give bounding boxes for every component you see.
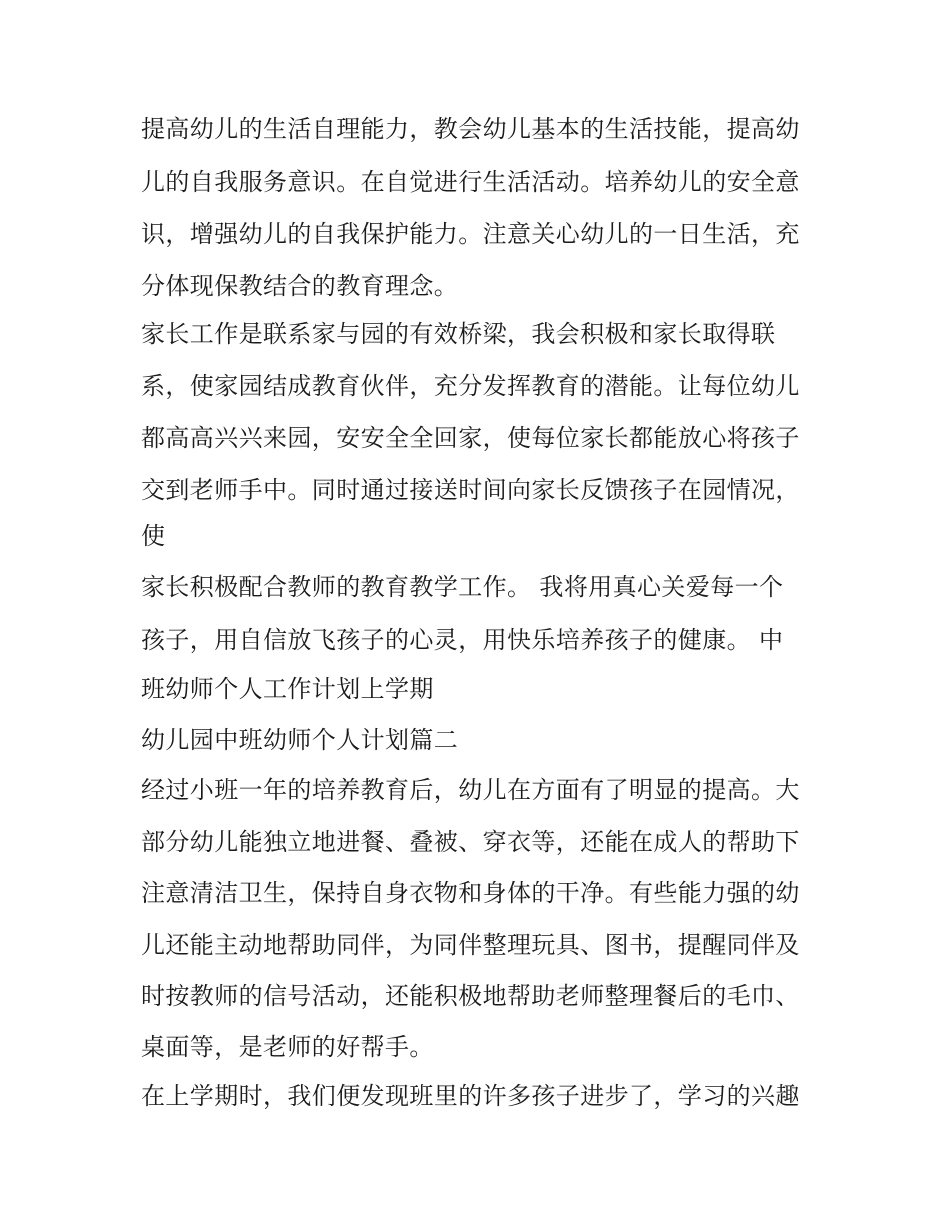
text-line: 提高幼儿的生活自理能力，教会幼儿基本的生活技能，提高幼 — [141, 115, 800, 143]
text-line: 家长工作是联系家与园的有效桥梁，我会积极和家长取得联 — [141, 320, 776, 348]
text-line: 班幼师个人工作计划上学期 — [141, 675, 434, 703]
text-line: 交到老师手中。同时通过接送时间向家长反馈孩子在园情况， — [141, 476, 800, 504]
text-line: 时按教师的信号活动，还能积极地帮助老师整理餐后的毛巾、 — [141, 982, 800, 1010]
text-line: 家长积极配合教师的教育教学工作。 我将用真心关爱每一个 — [141, 573, 784, 601]
text-line: 部分幼儿能独立地进餐、叠被、穿衣等，还能在成人的帮助下 — [141, 828, 800, 856]
text-line: 经过小班一年的培养教育后，幼儿在方面有了明显的提高。大 — [141, 776, 800, 804]
text-line: 识，增强幼儿的自我保护能力。注意关心幼儿的一日生活，充 — [141, 220, 800, 248]
text-line: 在上学期时，我们便发现班里的许多孩子进步了，学习的兴趣 — [141, 1082, 800, 1110]
text-line: 幼儿园中班幼师个人计划篇二 — [141, 726, 459, 754]
text-line: 桌面等，是老师的好帮手。 — [141, 1033, 434, 1061]
text-line: 儿还能主动地帮助同伴，为同伴整理玩具、图书，提醒同伴及 — [141, 931, 800, 959]
text-line: 系，使家园结成教育伙伴，充分发挥教育的潜能。让每位幼儿 — [141, 372, 800, 400]
text-line: 注意清洁卫生，保持自身衣物和身体的干净。有些能力强的幼 — [141, 879, 800, 907]
text-line: 分体现保教结合的教育理念。 — [141, 272, 459, 300]
text-line: 儿的自我服务意识。在自觉进行生活活动。培养幼儿的安全意 — [141, 168, 800, 196]
text-line: 使 — [141, 522, 166, 550]
text-line: 孩子，用自信放飞孩子的心灵，用快乐培养孩子的健康。 中 — [141, 626, 784, 654]
text-line: 都高高兴兴来园，安安全全回家，使每位家长都能放心将孩子 — [141, 424, 800, 452]
